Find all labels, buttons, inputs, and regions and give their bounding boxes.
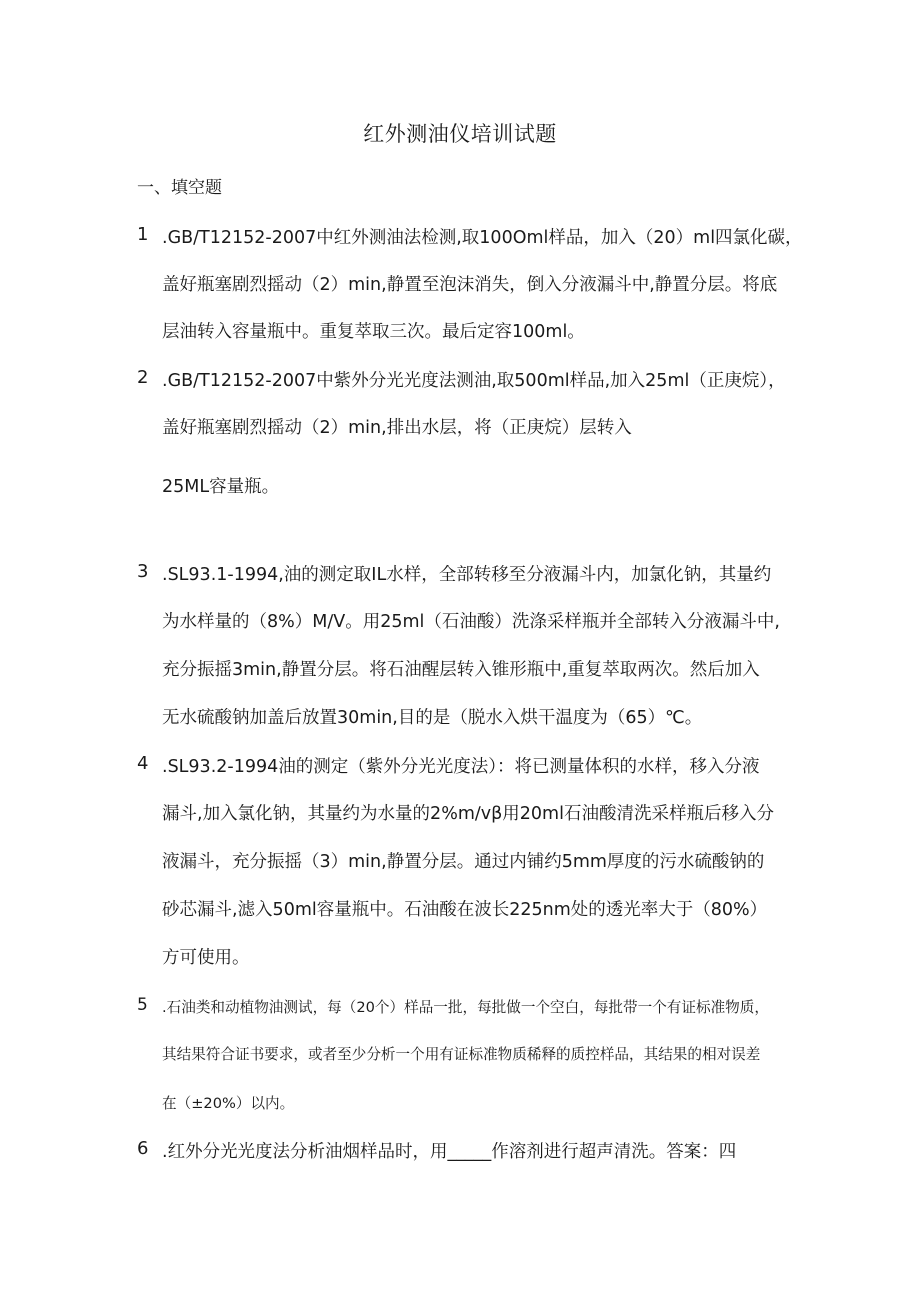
question-line: 在（±20%）以内。 (162, 1095, 295, 1112)
question-number: 2 (137, 367, 149, 388)
question-line: 其结果符合证书要求，或者至少分析一个用有证标准物质稀释的质控样品，其结果的相对误差 (162, 1046, 761, 1063)
question-line: 盖好瓶塞剧烈摇动（2）min,排出水层，将（正庚烷）层转入 (162, 418, 632, 438)
question-number: 3 (137, 561, 149, 582)
question-number: 5 (137, 995, 148, 1015)
question-line: 方可使用。 (162, 948, 250, 968)
question-line: 漏斗,加入氯化钠，其量约为水量的2%m∕vβ用20ml石油酸清洗采样瓶后移入分 (162, 804, 774, 824)
question-line: .石油类和动植物油测试，每（20个）样品一批，每批做一个空白，每批带一个有证标准物质， (162, 999, 769, 1016)
question-line: 25ML容量瓶。 (162, 477, 280, 497)
question-line: 砂芯漏斗,滤入50ml容量瓶中。石油酸在波长225nm处的透光率大于（80%） (162, 900, 768, 920)
question-line: .GB/T12152-2007中红外测油法检测,取100Oml样品，加入（20）ml四氯化碳， (162, 228, 803, 248)
question-line: 层油转入容量瓶中。重复萃取三次。最后定容100ml。 (162, 322, 585, 342)
question-line: .GB/T12152-2007中紫外分光光度法测油,取500ml样品,加入25ml（正庚烷）， (162, 371, 786, 391)
question-number: 4 (137, 753, 149, 774)
page-title: 红外测油仪培训试题 (363, 122, 557, 146)
question-line: 液漏斗，充分振摇（3）min,静置分层。通过内铺约5mm厚度的污水硫酸钠的 (162, 852, 765, 872)
question-line: 盖好瓶塞剧烈摇动（2）min,静置至泡沫消失，倒入分液漏斗中,静置分层。将底 (162, 275, 778, 295)
question-number: 1 (137, 224, 149, 245)
question-line: 充分振摇3min,静置分层。将石油醒层转入锥形瓶中,重复萃取两次。然后加入 (162, 660, 760, 680)
question-line: .SL93.2-1994油的测定（紫外分光光度法）：将已测量体积的水样，移入分液 (162, 757, 760, 777)
section-heading: 一、填空题 (137, 178, 222, 198)
question-line: .红外分光光度法分析油烟样品时，用_____作溶剂进行超声清洗。答案：四 (162, 1142, 737, 1162)
question-line: .SL93.1-1994,油的测定取IL水样，全部转移至分液漏斗内，加氯化钠，其量约 (162, 565, 772, 585)
question-number: 6 (137, 1138, 149, 1159)
question-line: 为水样量的（8%）M∕V。用25ml（石油酸）洗涤采样瓶并全部转入分液漏斗中, (162, 612, 780, 632)
question-line: 无水硫酸钠加盖后放置30min,目的是（脱水入烘干温度为（65）℃。 (162, 708, 703, 728)
